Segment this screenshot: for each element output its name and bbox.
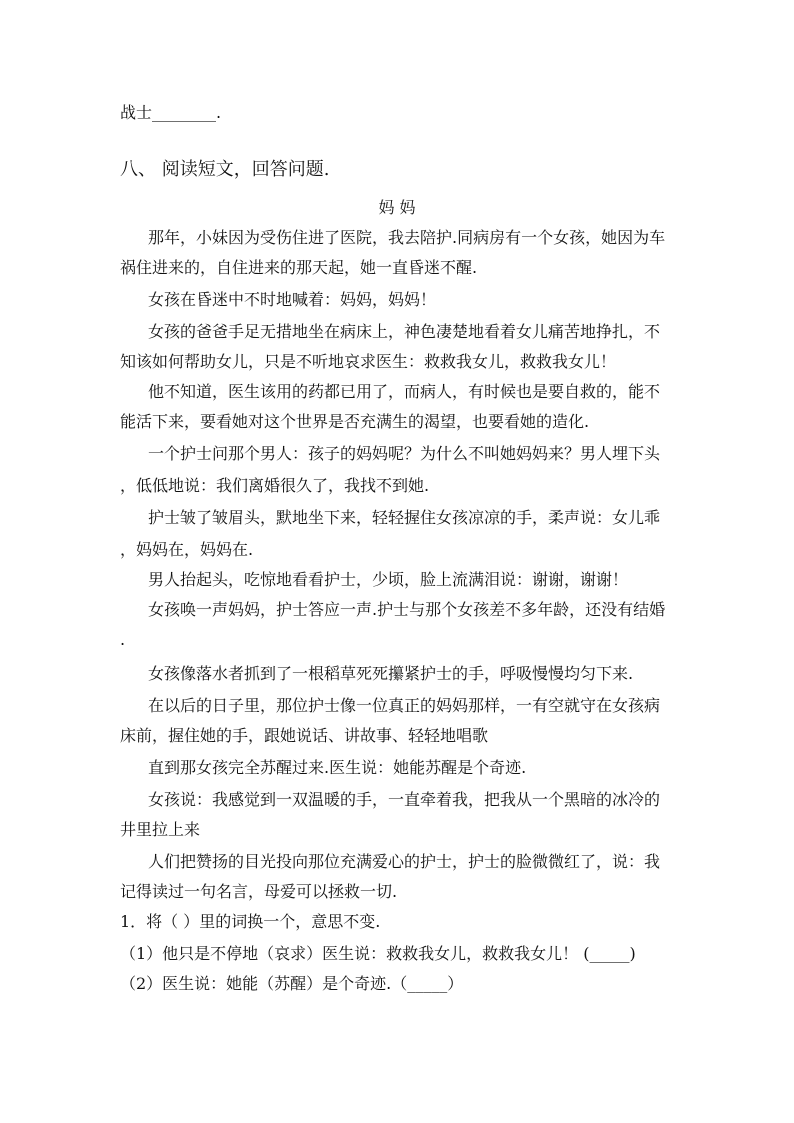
passage-line: 女孩像落水者抓到了一根稻草死死攥紧护士的手，呼吸慢慢均匀下来. bbox=[148, 664, 634, 683]
passage-line: 知该如何帮助女儿，只是不听地哀求医生：救救我女儿，救救我女儿！ bbox=[120, 352, 617, 371]
question-1: 1．将（ ）里的词换一个，意思不变. bbox=[120, 912, 381, 931]
section-heading: 八、 阅读短文，回答问题. bbox=[120, 159, 330, 180]
passage-title: 妈 妈 bbox=[378, 198, 416, 217]
passage-line: 男人抬起头，吃惊地看看护士，少顷，脸上流满泪说：谢谢，谢谢！ bbox=[148, 570, 629, 589]
question-1-part-1: （1）他只是不停地（哀求）医生说：救救我女儿，救救我女儿！ (_____) bbox=[120, 944, 636, 963]
passage-line: 井里拉上来 bbox=[120, 820, 201, 839]
passage-line: 记得读过一句名言，母爱可以拯救一切. bbox=[120, 882, 398, 901]
question-1-part-2: （2）医生说：她能（苏醒）是个奇迹.（_____） bbox=[120, 974, 464, 993]
passage-line: 他不知道，医生该用的药都已用了，而病人，有时候也是要自救的，能不 bbox=[148, 382, 661, 401]
passage-line: 女孩说：我感觉到一双温暖的手，一直牵着我，把我从一个黑暗的冰冷的 bbox=[148, 790, 661, 809]
previous-answer-line: 战士________. bbox=[120, 103, 222, 122]
passage-line: ，妈妈在，妈妈在. bbox=[120, 540, 254, 559]
passage-line: 在以后的日子里，那位护士像一位真正的妈妈那样，一有空就守在女孩病 bbox=[148, 696, 661, 715]
passage-line: 直到那女孩完全苏醒过来.医生说：她能苏醒是个奇迹. bbox=[148, 758, 527, 777]
passage-line: 一个护士问那个男人：孩子的妈妈呢？为什么不叫她妈妈来？男人埋下头 bbox=[148, 444, 661, 463]
passage-line: ，低低地说：我们离婚很久了，我找不到她. bbox=[120, 476, 430, 495]
passage-line: 女孩唤一声妈妈，护士答应一声.护士与那个女孩差不多年龄，还没有结婚 bbox=[148, 600, 666, 619]
passage-line: 护士皱了皱眉头，默地坐下来，轻轻握住女孩凉凉的手，柔声说：女儿乖 bbox=[148, 508, 661, 527]
passage-line: 人们把赞扬的目光投向那位充满爱心的护士，护士的脸微微红了，说：我 bbox=[148, 852, 661, 871]
passage-line: 女孩的爸爸手足无措地坐在病床上，神色凄楚地看着女儿痛苦地挣扎，不 bbox=[148, 322, 661, 341]
passage-line: 能活下来，要看她对这个世界是否充满生的渴望，也要看她的造化. bbox=[120, 412, 590, 431]
passage-line: 那年，小妹因为受伤住进了医院，我去陪护.同病房有一个女孩，她因为车 bbox=[148, 228, 666, 247]
passage-line: 床前，握住她的手，跟她说话、讲故事、轻轻地唱歌 bbox=[120, 726, 489, 745]
passage-line: 祸住进来的，自住进来的那天起，她一直昏迷不醒. bbox=[120, 258, 478, 277]
passage-line: 女孩在昏迷中不时地喊着：妈妈，妈妈！ bbox=[148, 290, 437, 309]
passage-line: . bbox=[120, 630, 126, 649]
